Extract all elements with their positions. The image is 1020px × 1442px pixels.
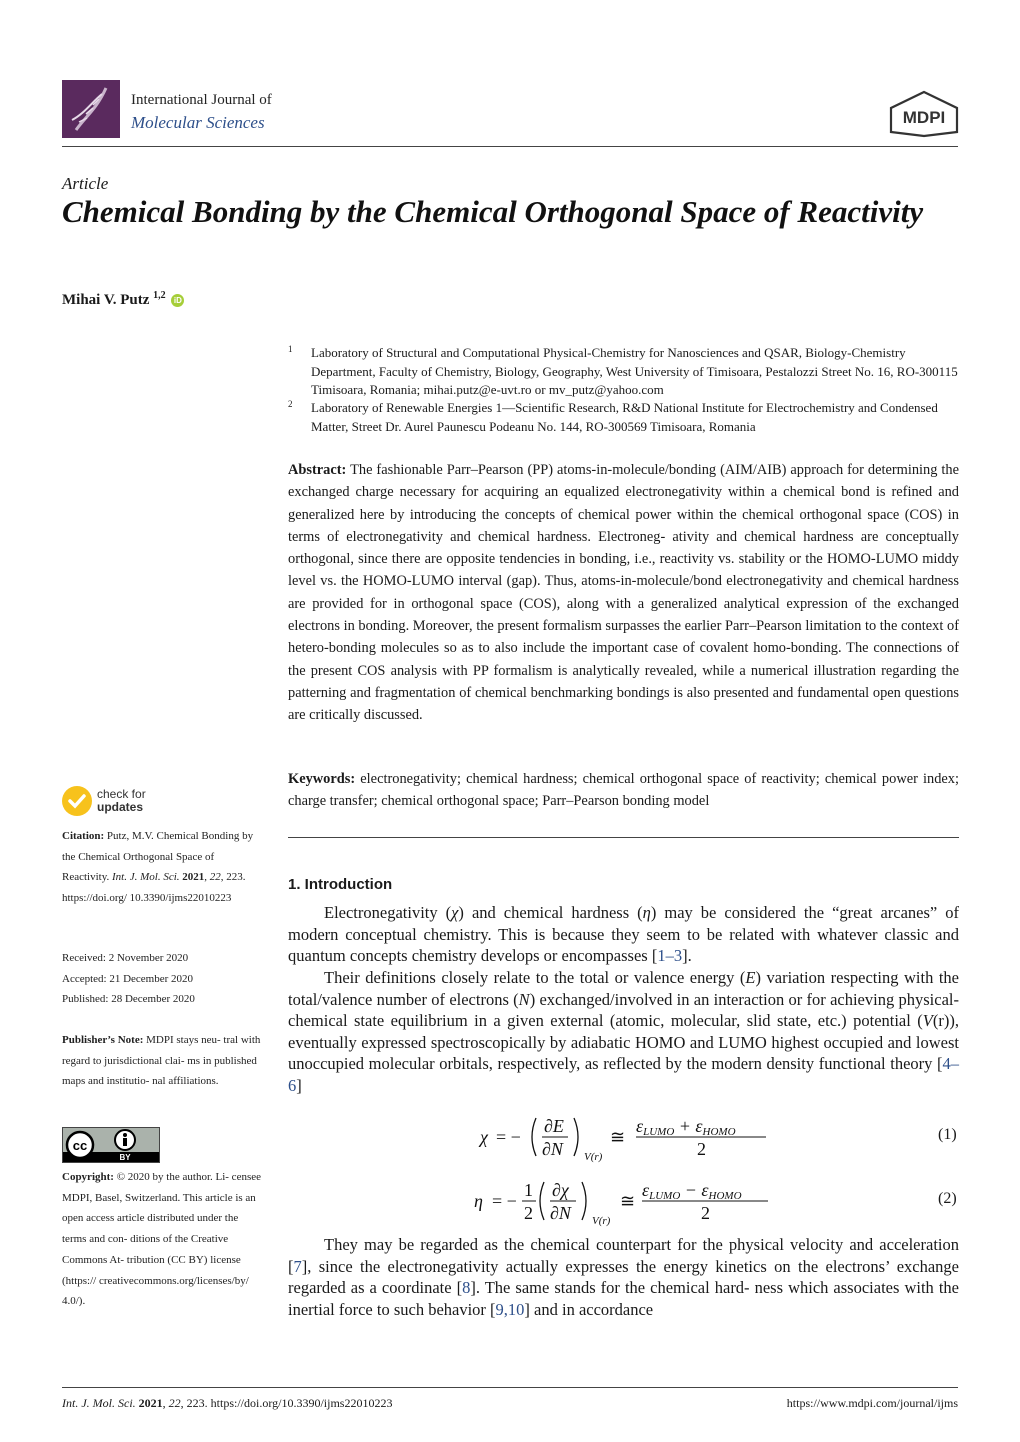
reference-link[interactable]: 4–6 — [288, 1054, 959, 1095]
text-span: Their definitions closely relate to the total or valence energy ( — [324, 968, 746, 987]
text-span: ), eventually expressed spectroscopically by adiabatic HOMO and LUMO highest occupied and lowest unoccupied molecular orbitals, respectively, as reflected by the modern density functional theory [ — [288, 1011, 959, 1073]
svg-text:∂χ: ∂χ — [552, 1180, 569, 1200]
copyright-text: © 2020 by the author. Li- censee MDPI, Basel, Switzerland. This article is an open access article distributed under the terms and con- ditions of the Creative Commons At- tribution (CC BY) license (https:// creativecommons.org/licenses/by/ 4.0/). — [62, 1171, 261, 1308]
svg-text:εLUMO − εHOMO: εLUMO − εHOMO — [642, 1180, 742, 1202]
text-span: ], since the electronegativity actually expresses the energy kinetics on the electrons’ exchange regarded as a coordinate [ — [288, 1256, 959, 1297]
journal-name-line2: Molecular Sciences — [131, 113, 265, 132]
text-span: Electronegativity ( — [324, 903, 452, 922]
journal-logo — [62, 80, 120, 138]
text-span: ] — [296, 1075, 302, 1095]
potential-symbol: V — [922, 1011, 933, 1030]
equation-2-number: (2) — [938, 1190, 957, 1207]
published-date: Published: 28 December 2020 — [62, 993, 195, 1005]
intro-paragraph-3 — [288, 1234, 959, 1320]
reference-link[interactable]: 1–3 — [657, 946, 683, 965]
svg-text:= −: = − — [492, 1191, 517, 1211]
reference-link[interactable]: 9,10 — [495, 1299, 525, 1319]
svg-text:2: 2 — [701, 1203, 710, 1223]
text-span: ) exchanged/involved in an interaction or for achieving physical-chemical state equilibrium in a given external (atomic, molecular, slid state, etc.) potential ( — [288, 989, 959, 1030]
affiliation-number: 1 — [288, 344, 293, 354]
footer-citation: Int. J. Mol. Sci. 2021, 22, 223. https://doi.org/10.3390/ijms22010223 — [62, 1396, 393, 1410]
check-for-updates-icon[interactable] — [62, 786, 92, 816]
svg-text:∂N: ∂N — [542, 1139, 563, 1159]
equation-2 — [470, 1174, 770, 1230]
position-argument: (r) — [932, 1011, 950, 1030]
article-type: Article — [62, 174, 109, 193]
text-span: ]. The same stands for the chemical hard- ness which associates with the inertial force to such behavior [ — [288, 1278, 959, 1319]
received-date: Received: 2 November 2020 — [62, 952, 189, 964]
citation-text: Putz, M.V. Chemical Bonding by the Chemical Orthogonal Space of Reactivity. — [62, 830, 254, 884]
affiliation-text: Laboratory of Renewable Energies 1—Scientific Research, R&D National Institute for Electrochemistry and Condensed Matter, Street Dr. Aurel Paunescu Podeanu No. 144, RO-300569 Timisoara, Romania — [311, 400, 938, 434]
citation-journal: Int. J. Mol. Sci. — [112, 871, 180, 884]
copyright-label: Copyright: — [62, 1171, 114, 1183]
citation-doi[interactable]: , 223. https://doi.org/ 10.3390/ijms22010223 — [62, 871, 246, 905]
text-span: They may be regarded as the chemical counterpart for the physical velocity and acceleration [ — [288, 1235, 959, 1276]
energy-symbol: E — [745, 968, 756, 987]
equation-1-number: (1) — [938, 1126, 957, 1143]
intro-paragraph-2 — [288, 967, 959, 1096]
check-for-updates-label[interactable]: check for — [97, 787, 146, 801]
svg-text:cc: cc — [72, 1138, 88, 1153]
publisher-note — [62, 1030, 262, 1092]
abstract-label: Abstract: — [288, 462, 347, 478]
affiliation-text: Laboratory of Structural and Computational Physical-Chemistry for Nanosciences and QSAR, Biology-Chemistry Department, Faculty of Chemistry, Biology, Geography, West University of Timisoara, Pestalozzi Street No. 16, RO-300115 Timisoara, Romania; mihai.putz@e-uvt.ro or mv_putz@yahoo.com — [311, 345, 958, 397]
cc-by-label: BY — [119, 1153, 131, 1162]
svg-text:= −: = − — [496, 1127, 521, 1147]
svg-text:2: 2 — [524, 1203, 533, 1223]
text-span: ) may be considered the “great arcanes” of modern conceptual chemistry. This is because they seem to be related with whatever classic and quantum concepts chemistry develops or encompasses [ — [288, 903, 960, 965]
footer-year: 2021 — [138, 1396, 163, 1410]
author-name: Mihai V. Putz — [62, 292, 150, 308]
svg-text:2: 2 — [697, 1139, 706, 1159]
abstract-divider — [288, 837, 959, 838]
citation-label: Citation: — [62, 830, 105, 842]
affiliation-2 — [288, 399, 960, 436]
svg-text:εLUMO + εHOMO: εLUMO + εHOMO — [636, 1116, 736, 1138]
abstract-text: The fashionable Parr–Pearson (PP) atoms-in-molecule/bonding (AIM/AIB) approach for determining the exchanged charge necessary for acquiring an equalized electronegativity within a chemical bond is refined and generalized here by introducing the concepts of chemical power within the chemical orthogonal space (COS) in terms of electronegativity and chemical hardness. Electroneg- ativity and chemical hardness are conceptually orthogonal, since there are opposite tendencies in bonding, i.e., reactivity vs. stability or the HOMO-LUMO middy level vs. the HOMO-LUMO interval (gap). Thus, atoms-in-molecule/bond electronegativity and chemical hardness are provided for in orthogonal space (COS), along with a generalized analytical expression of the exchanged electrons in bonding. Moreover, the present formalism surpasses the earlier Parr–Pearson limitation to the context of hetero-bonding molecules so as to also include the important case of covalent homo-bonding. The connections of the present COS analysis with PP formalism is analytically revealed, while a numerical illustration regarding the patterning and fragmentation of chemical benchmarking bondings is also presented and fundamental open questions are critically discussed. — [288, 462, 959, 724]
svg-text:∂E: ∂E — [544, 1116, 564, 1136]
svg-text:≅: ≅ — [610, 1127, 626, 1147]
publisher-note-text: MDPI stays neu- tral with regard to jurisdictional clai- ms in published maps and institutio- nal affiliations. — [62, 1034, 261, 1088]
journal-name-line1: International Journal of — [131, 92, 272, 108]
keywords-text: electronegativity; chemical hardness; chemical orthogonal space of reactivity; chemical power index; charge transfer; chemical orthogonal space; Parr–Pearson bonding model — [288, 771, 959, 810]
chi-symbol: χ — [451, 903, 459, 922]
abstract — [288, 459, 959, 727]
svg-text:η: η — [474, 1191, 483, 1211]
text-span: ) and chemical hardness ( — [458, 903, 643, 922]
check-for-updates-label-bold[interactable]: updates — [97, 800, 144, 814]
footer-doi[interactable]: , 223. https://doi.org/10.3390/ijms22010223 — [180, 1396, 393, 1410]
citation: Citation: Putz, M.V. Chemical Bonding by the Chemical Orthogonal Space of Reactivity. Int. J. Mol. Sci. 2021, 22, 223. https://doi.org/ 10.3390/ijms22010223 — [62, 830, 254, 905]
citation-volume: 22 — [209, 871, 221, 884]
citation-year: 2021 — [182, 871, 205, 884]
checkmark-icon — [62, 786, 92, 816]
dna-icon — [62, 80, 120, 138]
svg-text:≅: ≅ — [620, 1191, 636, 1211]
footer-journal-url[interactable]: https://www.mdpi.com/journal/ijms — [786, 1396, 958, 1410]
keywords — [288, 768, 959, 813]
svg-text:1: 1 — [524, 1180, 533, 1200]
affiliation-1 — [288, 344, 960, 400]
text-span: ]. — [682, 946, 692, 965]
copyright-notice — [62, 1167, 262, 1312]
electron-number-symbol: N — [518, 989, 530, 1009]
intro-paragraph-1 — [288, 902, 959, 967]
svg-text:V(r): V(r) — [592, 1215, 611, 1227]
svg-text:∂N: ∂N — [550, 1203, 571, 1223]
svg-text:χ: χ — [480, 1127, 488, 1147]
keywords-label: Keywords: — [288, 771, 356, 787]
mdpi-logo-text: MDPI — [902, 108, 946, 127]
reference-link[interactable]: 8 — [462, 1278, 471, 1297]
footer-volume: 22 — [168, 1396, 181, 1410]
author-line — [62, 290, 184, 309]
svg-text:V(r): V(r) — [584, 1151, 603, 1163]
orcid-icon[interactable]: iD — [171, 294, 184, 307]
author-affiliation-sup: 1,2 — [153, 290, 166, 301]
accepted-date: Accepted: 21 December 2020 — [62, 973, 194, 985]
text-span: ) variation respecting with the total/valence number of electrons ( — [288, 968, 959, 1009]
footer-journal: Int. J. Mol. Sci. — [62, 1396, 136, 1410]
mdpi-logo[interactable] — [888, 90, 960, 138]
footer-divider — [62, 1387, 958, 1388]
article-title: Chemical Bonding by the Chemical Orthogonal Space of Reactivity — [62, 194, 924, 229]
reference-link[interactable]: 7 — [293, 1256, 302, 1276]
eta-symbol: η — [642, 903, 651, 922]
cc-by-icon — [63, 1128, 159, 1162]
header-divider — [62, 146, 958, 147]
publisher-note-label: Publisher’s Note: — [62, 1034, 144, 1046]
cc-by-license-badge[interactable] — [62, 1127, 160, 1163]
affiliation-number: 2 — [288, 399, 293, 409]
section-heading: 1. Introduction — [288, 876, 393, 893]
equation-1 — [470, 1110, 770, 1166]
text-span: ] and in accordance — [524, 1299, 654, 1319]
